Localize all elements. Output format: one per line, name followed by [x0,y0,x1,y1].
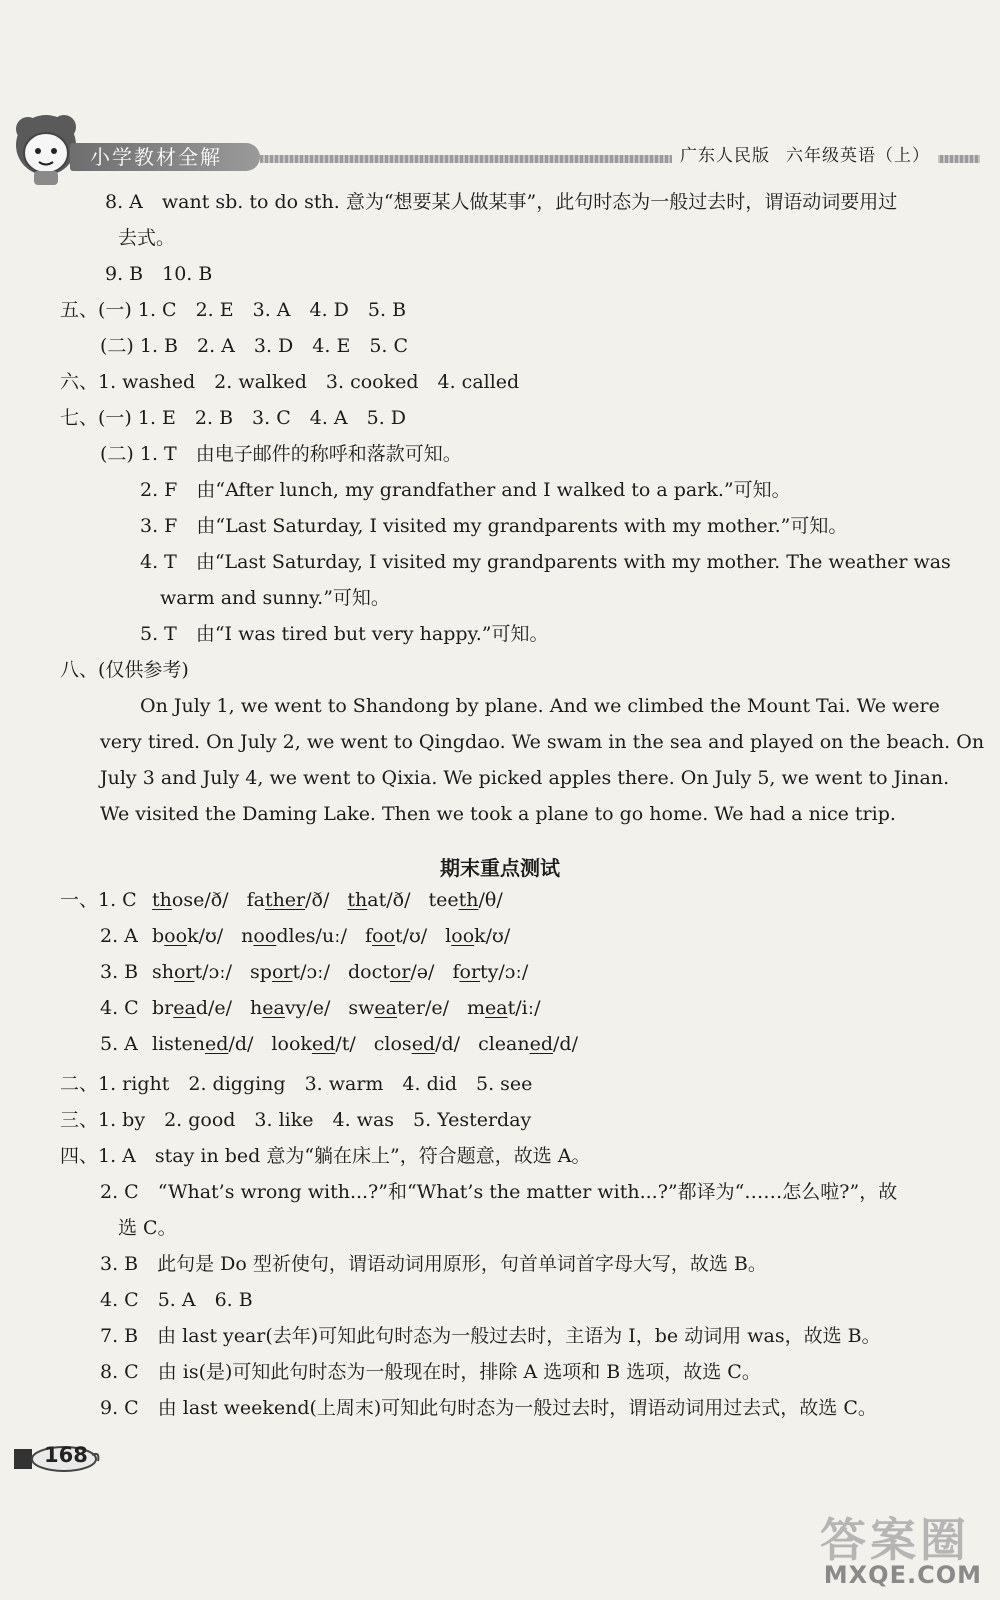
answer-line: 二、1. right 2. digging 3. warm 4. did 5. see [60,1073,533,1095]
page-number: 168 [44,1443,88,1467]
phonics-row [100,960,546,984]
answer-line: very tired. On July 2, we went to Qingdao. We swam in the sea and played on the beach. On [100,731,985,753]
phonics-word: forty/ɔː/ [452,961,529,983]
question-number: 5. A [100,1033,138,1055]
series-title: 小学教材全解 [70,143,260,171]
phonics-word: bread/e/ [152,997,233,1019]
watermark-logo-text: 答案圈 [820,1513,970,1567]
grade-subject-label: 六年级英语（上） [786,146,930,166]
edition-label [672,141,938,166]
answer-line: 4. C 5. A 6. B [100,1289,253,1311]
answer-line: 9. B 10. B [105,263,213,285]
phonics-word: look/ʊ/ [445,925,511,947]
answer-line: 五、(一) 1. C 2. E 3. A 4. D 5. B [60,299,407,321]
answer-line: (二) 1. T 由电子邮件的称呼和落款可知。 [100,443,462,465]
phonics-row [100,924,528,948]
answer-line: On July 1, we went to Shandong by plane. And we climbed the Mount Tai. We were [140,695,940,717]
answer-line: 六、1. washed 2. walked 3. cooked 4. called [60,371,520,393]
phonics-row [60,888,521,912]
phonics-word: sweater/e/ [348,997,449,1019]
phonics-word: that/ð/ [347,889,411,911]
phonics-word: cleaned/d/ [478,1033,578,1055]
answer-line: 9. C 由 last weekend(上周末)可知此句时态为一般过去时，谓语动词用过去式，故选 C。 [100,1397,877,1419]
publisher-label: 广东人民版 [680,146,770,166]
watermark [790,1500,990,1595]
answer-line: July 3 and July 4, we went to Qixia. We picked apples there. On July 5, we went to Jinan. [100,767,950,789]
answer-line: 去式。 [118,227,176,249]
phonics-word: listened/d/ [152,1033,254,1055]
answer-line: (二) 1. B 2. A 3. D 4. E 5. C [100,335,409,357]
question-number: 一、1. C [60,889,137,911]
phonics-word: book/ʊ/ [152,925,224,947]
answer-line: We visited the Daming Lake. Then we took a plane to go home. We had a nice trip. [100,803,896,825]
answer-line: 选 C。 [118,1217,177,1239]
answer-line: warm and sunny.”可知。 [160,587,390,609]
section-title: 期末重点测试 [440,856,560,880]
phonics-word: foot/ʊ/ [365,925,428,947]
answer-line: 2. C “What’s wrong with...?”和“What’s the matter with...?”都译为“……怎么啦?”，故 [100,1181,898,1203]
answer-line: 八、(仅供参考) [60,659,189,681]
phonics-word: doctor/ə/ [347,961,435,983]
phonics-word: looked/t/ [271,1033,356,1055]
answer-line: 3. B 此句是 Do 型祈使句，谓语动词用原形，句首单词首字母大写，故选 B。 [100,1253,767,1275]
answer-line: 8. C 由 is(是)可知此句时态为一般现在时，排除 A 选项和 B 选项，故选 C。 [100,1361,761,1383]
phonics-word: sport/ɔː/ [250,961,330,983]
question-number: 3. B [100,961,139,983]
answer-line: 7. B 由 last year(去年)可知此句时态为一般过去时，主语为 I，be 动词用 was，故选 B。 [100,1325,881,1347]
question-number: 4. C [100,997,139,1019]
phonics-word: closed/d/ [373,1033,461,1055]
phonics-word: noodles/uː/ [241,925,347,947]
answer-line: 2. F 由“After lunch, my grandfather and I walked to a park.”可知。 [140,479,791,501]
answer-line: 3. F 由“Last Saturday, I visited my grandparents with my mother.”可知。 [140,515,848,537]
phonics-word: those/ð/ [152,889,229,911]
phonics-word: heavy/e/ [250,997,331,1019]
answer-line: 七、(一) 1. E 2. B 3. C 4. A 5. D [60,407,407,429]
phonics-word: father/ð/ [246,889,330,911]
answer-line: 5. T 由“I was tired but very happy.”可知。 [140,623,549,645]
phonics-word: teeth/θ/ [428,889,503,911]
phonics-row [100,1032,596,1056]
answer-line: 8. A want sb. to do sth. 意为“想要某人做某事”，此句时态为一般过去时，谓语动词要用过 [105,191,898,213]
phonics-word: meat/iː/ [467,997,541,1019]
page-header [0,95,1000,185]
answer-line: 三、1. by 2. good 3. like 4. was 5. Yesterday [60,1109,532,1131]
page-number-badge [12,1441,102,1473]
answer-line: 4. T 由“Last Saturday, I visited my grandparents with my mother. The weather was [140,551,951,573]
phonics-row [100,996,559,1020]
question-number: 2. A [100,925,138,947]
phonics-word: short/ɔː/ [152,961,233,983]
answer-line: 四、1. A stay in bed 意为“躺在床上”，符合题意，故选 A。 [60,1145,591,1167]
watermark-url: MXQE.COM [823,1561,982,1589]
